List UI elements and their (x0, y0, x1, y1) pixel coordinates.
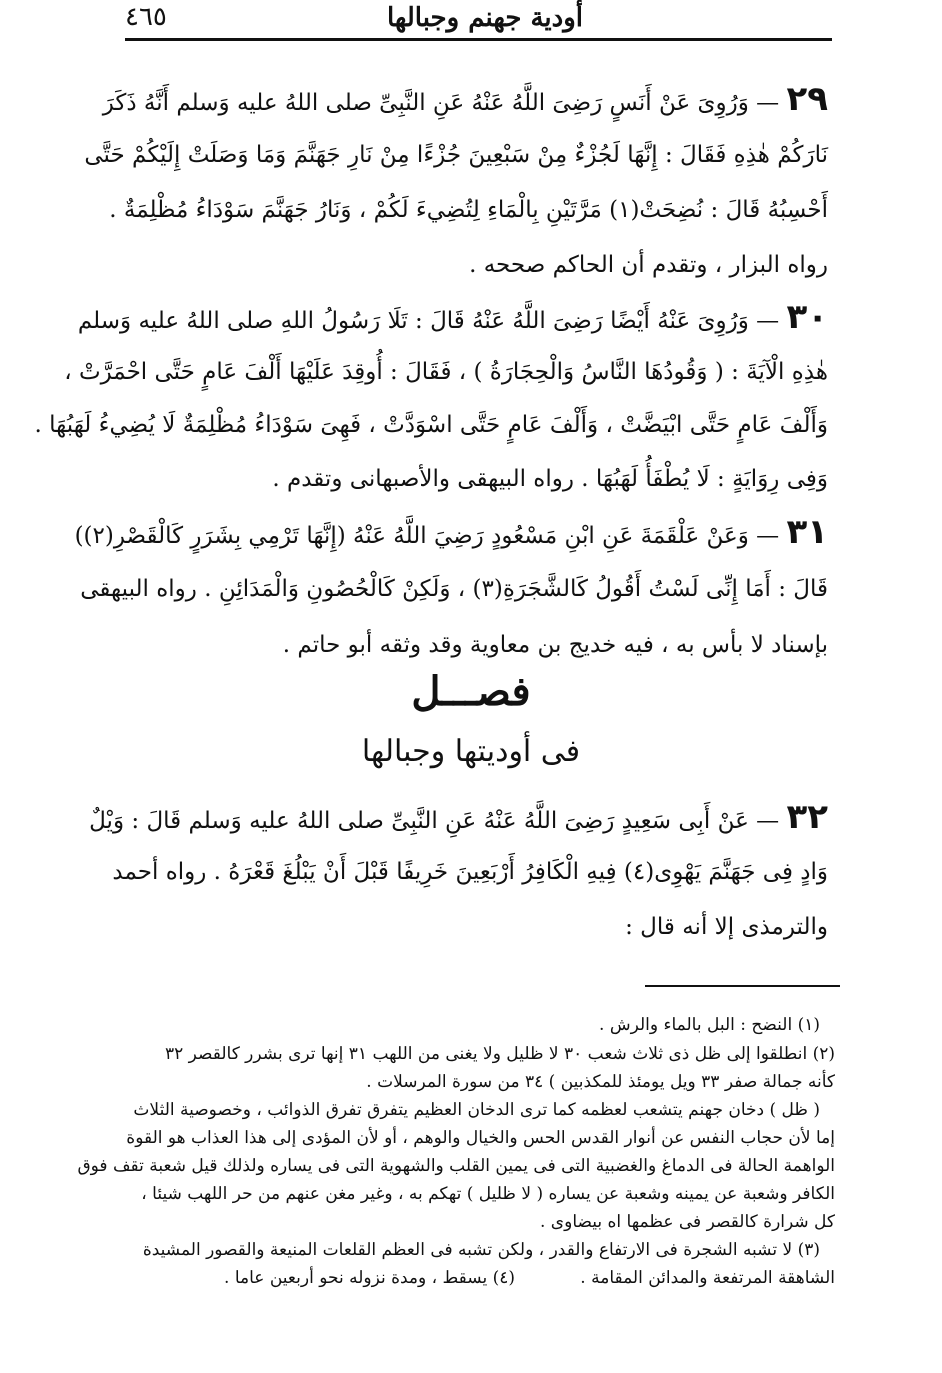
page-number: ٤٦٥ (125, 2, 167, 32)
footnote-2-line-7: كل شرارة كالقصر فى عظمها اه بيضاوى . (540, 1212, 835, 1232)
hadith-30-line-1 (77, 297, 828, 337)
running-header (125, 2, 830, 36)
hadith-29-line-2: نَارَكُمْ هٰذِهِ فَقَالَ : إِنَّهَا لَجُزْءٌ مِنْ سَبْعِينَ جُزْءًا مِنْ نَارِ جَهَنَّمَ وَمَا وَصَلَتْ إِلَيْكُمْ حَتَّى (84, 142, 828, 168)
footnote-2-line-1: (٢) انطلقوا إلى ظل ذى ثلاث شعب ٣٠ لا ظليل ولا يغنى من اللهب ٣١ إنها ترى بشرر كالقصر ٣٢ (164, 1044, 835, 1064)
footnote-3-line-1: (٣) لا تشبه الشجرة فى الارتفاع والقدر ، ولكن تشبه فى العظم القلعات المنيعة والقصور المشيدة (142, 1240, 820, 1260)
footnote-4: (٤) يسقط ، ومدة نزوله نحو أربعين عاما . (224, 1268, 515, 1288)
footnote-rule (645, 985, 840, 987)
running-title: أودية جهنم وجبالها (386, 3, 584, 33)
hadith-31-line-1 (74, 512, 828, 552)
hadith-30-source: وَفِى رِوَايَةٍ : لَا يُطْفَأُ لَهَبُهَا . رواه البيهقى والأصبهانى وتقدم . (272, 466, 828, 492)
section-subheading: فى أوديتها وجبالها (361, 734, 581, 769)
hadith-32-line-2: وَادٍ فِى جَهَنَّمَ يَهْوِى(٤) فِيهِ الْكَافِرُ أَرْبَعِينَ خَرِيفًا قَبْلَ أَنْ يَبْلُغَ قَعْرَهُ . رواه أحمد (112, 859, 828, 885)
footnote-3-line-2: الشاهقة المرتفعة والمدائن المقامة . (580, 1268, 835, 1288)
hadith-31-source: بإسناد لا بأس به ، فيه خديج بن معاوية وقد وثقه أبو حاتم . (282, 632, 828, 658)
footnote-2-line-4: إما لأن حجاب النفس عن أنوار القدس الحس والخيال والوهم ، أو لأن المؤدى إلى هذا العذاب هو القوة (126, 1128, 835, 1148)
text-line: — وَعَنْ عَلْقَمَةَ عَنِ ابْنِ مَسْعُودٍ رَضِيَ اللَّهُ عَنْهُ (إِنَّهَا تَرْمِي بِشَرَرٍ كَالْقَصْرِ(٢)) (74, 523, 780, 549)
hadith-30-line-2: هٰذِهِ الْآيَةَ : ( وَقُودُهَا النَّاسُ وَالْحِجَارَةُ ) ، فَقَالَ : أُوقِدَ عَلَيْهَا أَلْفَ عَامٍ حَتَّى احْمَرَّتْ ، (64, 359, 828, 385)
hadith-29-line-3: أَحْسِبُهُ قَالَ : نُضِحَتْ(١) مَرَّتَيْنِ بِالْمَاءِ لِتُضِيءَ لَكُمْ ، وَنَارُ جَهَنَّمَ سَوْدَاءُ مُظْلِمَةٌ . (109, 197, 828, 223)
header-rule (125, 38, 832, 41)
hadith-31-line-2: قَالَ : أَمَا إِنِّى لَسْتُ أَقُولُ كَالشَّجَرَةِ(٣) ، وَلَكِنْ كَالْحُصُونِ وَالْمَدَائِنِ . رواه البيهقى (80, 576, 828, 602)
hadith-number: ٢٩ (786, 79, 828, 119)
hadith-number: ٣٢ (786, 797, 828, 837)
text-line: — وَرُوِىَ عَنْهُ أَيْضًا رَضِىَ اللَّهُ عَنْهُ قَالَ : تَلَا رَسُولُ اللهِ صلى اللهُ عليه وَسلم (77, 308, 780, 334)
footnote-1: (١) النضح : البل بالماء والرش . (599, 1015, 820, 1035)
footnote-2-line-6: الكافر وشعبة عن يمينه وشعبة عن يساره ( لا ظليل ) تهكم به ، وغير مغن عنهم من حر اللهب شيئا ، (141, 1184, 835, 1204)
footnote-2-line-3: ( ظل ) دخان جهنم يتشعب لعظمه كما ترى الدخان العظيم يتفرق تفرق الذوائب ، وخصوصية الثلاث (133, 1100, 820, 1120)
hadith-32-line-3: والترمذى إلا أنه قال : (625, 914, 828, 940)
section-heading: فصـــل (411, 668, 531, 715)
hadith-29-line-1 (102, 79, 828, 119)
footnote-2-line-5: الواهمة الحالة فى الدماغ والغضبية التى فى يمين القلب والشهوية التى فى يساره ولذلك قيل شعبة تقف فوق (77, 1156, 835, 1176)
hadith-30-line-3: وَأَلْفَ عَامٍ حَتَّى ابْيَضَّتْ ، وَأَلْفَ عَامٍ حَتَّى اسْوَدَّتْ ، فَهِىَ سَوْدَاءُ مُظْلِمَةٌ لَا يُضِيءُ لَهَبُهَا . (34, 412, 828, 438)
hadith-number: ٣٠ (786, 297, 828, 337)
hadith-number: ٣١ (786, 512, 828, 552)
text-line: — وَرُوِىَ عَنْ أَنَسٍ رَضِىَ اللَّهُ عَنْهُ عَنِ النَّبِىِّ صلى اللهُ عليه وَسلم أَنَّهُ ذَكَرَ (102, 90, 780, 116)
footnote-2-line-2: كأنه جمالة صفر ٣٣ ويل يومئذ للمكذبين ) ٣٤ من سورة المرسلات . (366, 1072, 835, 1092)
text-line: — عَنْ أَبِى سَعِيدٍ رَضِىَ اللَّهُ عَنْهُ عَنِ النَّبِىِّ صلى اللهُ عليه وَسلم قَالَ : وَيْلٌ (89, 808, 780, 834)
hadith-32-line-1 (89, 797, 828, 837)
hadith-29-source: رواه البزار ، وتقدم أن الحاكم صححه . (469, 252, 828, 278)
